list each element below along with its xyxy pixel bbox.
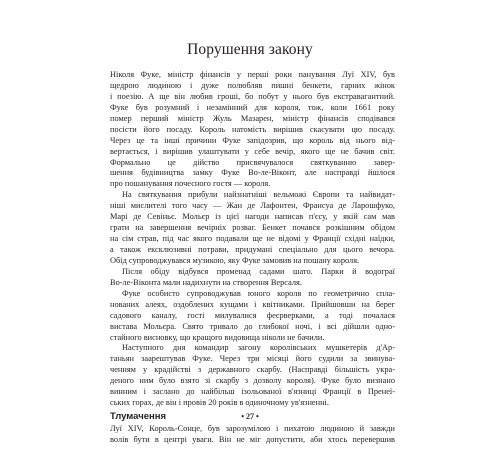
text-line: волів бути в центрі уваги. Він не міг допустити, аби хтось перевершив xyxy=(110,434,395,444)
text-line: Марі де Севіньє. Мольєр із цієї нагоди написав п'єсу, у якій сам мав xyxy=(110,212,395,222)
section-heading: Тлумачення xyxy=(110,411,167,423)
text-line: Обід супроводжувався музикою, яку Фуке замовив на пошану короля. xyxy=(110,255,360,265)
body-text xyxy=(110,70,395,445)
text-line: Після обіду відбувся променад садами шато. Парки й водограї xyxy=(122,266,395,276)
text-line: а також ексклюзивні потрави, придумані спеціально для цього вечора. xyxy=(110,245,395,254)
text-line: стайного висновку, що кращого видовища ніколи не бачили. xyxy=(110,332,325,342)
text-line: Ніколя Фуке, міністр фінансів у перші роки панування Луї XIV, був xyxy=(110,70,395,79)
text-line: нованих алеях, оздоблених кущами і квітниками. Прийшовши на берег xyxy=(110,299,395,309)
text-line: Формально це дійство присвячувалося святкуванню завер- xyxy=(110,157,395,167)
text-line: грати на завершення вечірніх розваг. Бенкет почався розкішним обідом xyxy=(110,223,395,233)
text-line: шення будівництва замку Фуке Во-ле-Віконт, але насправді йшлося xyxy=(110,168,395,178)
text-line: ських горах, де він і провів 20 років в одиночному ув'язненні. xyxy=(110,398,329,408)
text-line: вертається, і вирішив улаштувати у себе вечір, якого ще не бачив світ. xyxy=(110,146,395,156)
text-line: Через це та інші причини Фуке запідозрив, що король від нього від- xyxy=(110,135,395,145)
text-line: деного ним було взято зі скарбу з дозволу короля). Фуке було визнано xyxy=(110,376,395,386)
text-line: ченням у крадійстві з державного скарбу. (Насправді більшість укра- xyxy=(110,365,395,375)
text-line: щедрою людиною і дуже полюбляв пишні бенкети, гарних жінок xyxy=(110,80,395,90)
text-line: На святкування прибули найзнатніші вельможі Європи та найвидат- xyxy=(122,190,395,200)
text-line: садового каналу, гості милувалися феєрверками, а тоді почалася xyxy=(110,310,395,320)
text-line: посісти його посаду. Король натомість вирішив скасувати цю посаду. xyxy=(110,124,395,134)
text-line: Луї XIV, Король-Сонце, був зарозумілою і пихатою людиною й завжди xyxy=(110,423,395,433)
text-line: Во-ле-Віконта мали надихнути на створення Версаля. xyxy=(110,277,302,287)
text-line: про пошанування почесного гостя — короля. xyxy=(110,179,271,189)
page-number: • 27 • xyxy=(241,412,259,421)
text-line: вистава Мольєра. Свято тривало до глибокої ночі, і всі дійшли одно- xyxy=(110,321,395,331)
text-line: і поезію. А ще він любив гроші, бо побут у нього був екстравагантний. xyxy=(110,91,395,101)
text-line: таньян заарештував Фуке. Через три місяці його судили за звинува- xyxy=(110,354,395,364)
chapter-title: Порушення закону xyxy=(187,41,313,58)
text-line: винним і заслано до найбільш ізольованої в'язниці Франції в Пренеї- xyxy=(110,387,395,397)
text-line: Фуке особисто супроводжував юного короля по геометрично спла- xyxy=(122,288,395,298)
text-line: ніші мислителі того часу — Жан де Лафонтен, Франсуа де Ларошфуко, xyxy=(110,201,395,211)
text-line: помер перший міністр Жуль Мазарен, міністр фінансів сподівався xyxy=(110,113,395,123)
text-line: на сім страв, під час якого подавали ще не відомі у Франції східні наїдки, xyxy=(110,234,395,244)
text-line: Наступного дня командир загону королівських мушкетерів д'Ар- xyxy=(122,343,395,353)
text-line: Фуке був розумний і незамінний для короля, тож, коли 1661 року xyxy=(110,102,395,112)
